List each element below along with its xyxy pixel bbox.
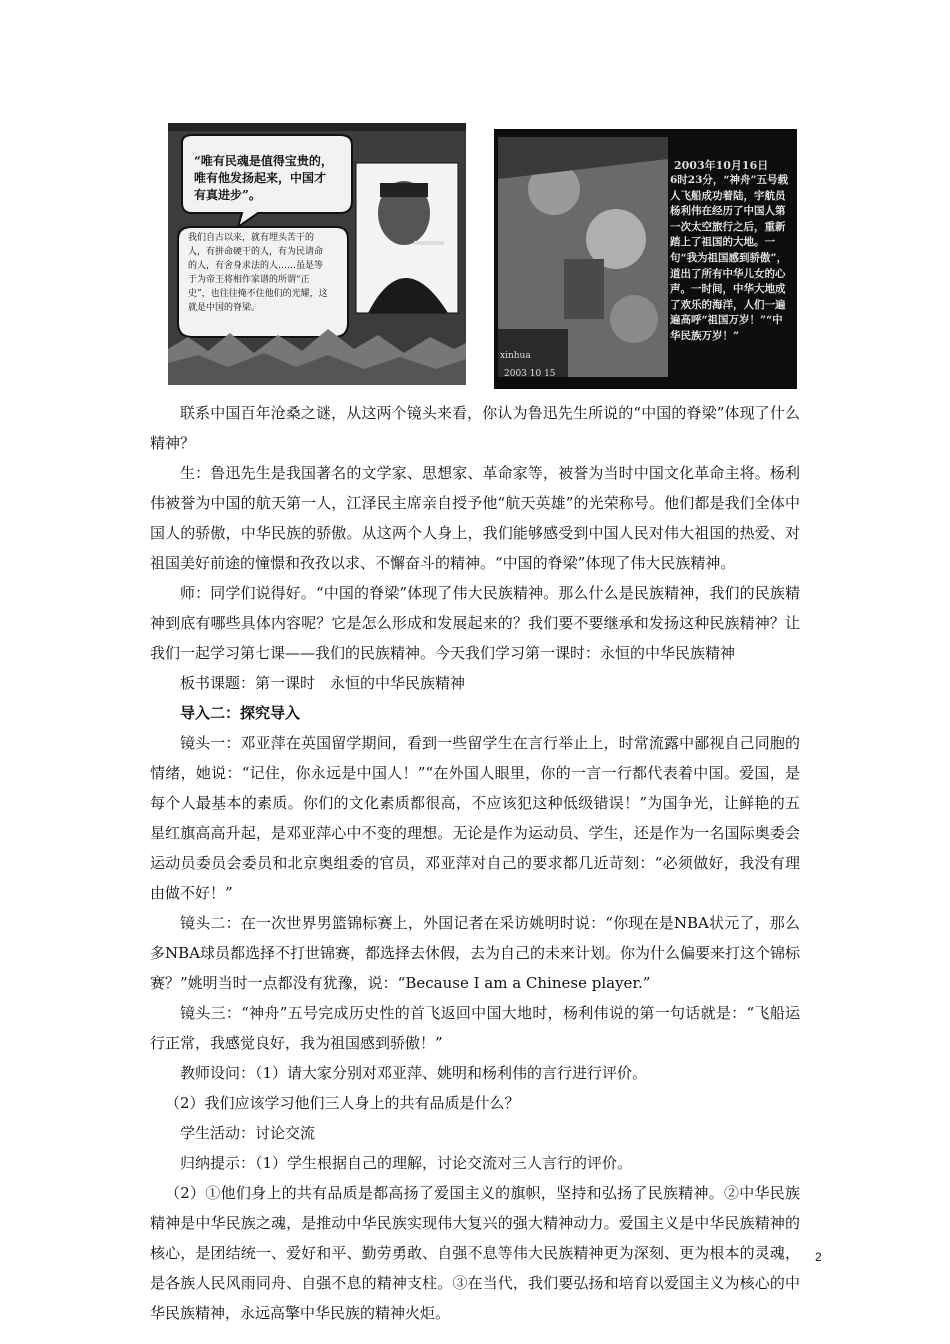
photo-credit: xinhua [500,351,531,361]
scene-three: 镜头三：“神舟”五号完成历史性的首飞返回中国大地时，杨利伟说的第一句话就是：“飞船运行正常，我感觉良好，我为祖国感到骄傲！” [150,1004,800,1052]
scene-two: 镜头二：在一次世界男篮锦标赛上，外国记者在采访姚明时说：“你现在是NBA状元了，那么多NBA球员都选择不打世锦赛，都选择去休假，去为自己的未来计划。你为什么偏要来打这个锦标赛？”姚明当时一点都没有犹豫，说：“Because I am a Chinese player.” [150,914,800,992]
summary-hint-2: （2）①他们身上的共有品质是都高扬了爱国主义的旗帜，坚持和弘扬了民族精神。②中华民族精神是中华民族之魂，是推动中华民族实现伟大复兴的强大精神动力。爱国主义是中华民族精神的核心，是团结统一、爱好和平、勤劳勇敢、自强不息等伟大民族精神更为深刻、更为根本的灵魂，是各族人民风雨同舟、自强不息的精神支柱。③在当代，我们要弘扬和培育以爱国主义为核心的中华民族精神，永远高擎中华民族的精神火炬。 [150,1184,800,1322]
photo-date: 2003 10 15 [504,369,556,379]
landing-date: 2003年10月16日 [674,159,769,172]
board-title: 板书课题：第一课时 永恒的中华民族精神 [180,674,466,692]
lu-xun-quote: “唯有民魂是值得宝贵的，唯有他发扬起来，中国才有真进步”。 [194,154,333,202]
teacher-question-1: 教师设问：（1）请大家分别对邓亚萍、姚明和杨利伟的言行进行评价。 [180,1064,648,1082]
question-paragraph: 联系中国百年沧桑之谜，从这两个镜头来看，你认为鲁迅先生所说的“中国的脊梁”体现了什么精神？ [150,404,800,452]
teacher-remark: 师：同学们说得好。“中国的脊梁”体现了伟大民族精神。那么什么是民族精神，我们的民族精神到底有哪些具体内容呢？它是怎么形成和发展起来的？我们要不要继承和发扬这种民族精神？让我们一起学习第七课——我们的民族精神。今天我们学习第一课时：永恒的中华民族精神 [150,584,800,662]
student-activity: 学生活动：讨论交流 [180,1124,316,1142]
page-number: 2 [815,1250,822,1264]
yang-liwei-image [494,129,797,389]
body-text [150,398,800,1328]
figures-row [168,123,798,389]
teacher-question-2: （2）我们应该学习他们三人身上的共有品质是什么？ [165,1094,520,1112]
landing-caption: 6时23分，“神舟”五号载人飞船成功着陆，宇航员杨利伟在经历了中国人第一次太空旅行之后，重新踏上了祖国的大地。一句“我为祖国感到骄傲”，道出了所有中华儿女的心声。一时间，中华大地成了欢乐的海洋，人们一遍遍高呼“祖国万岁！”“中华民族万岁！” [670,174,788,342]
scene-one: 镜头一：邓亚萍在英国留学期间，看到一些留学生在言行举止上，时常流露中鄙视自己同胞的情绪，她说：“记住，你永远是中国人！”“在外国人眼里，你的一言一行都代表着中国。爱国，是每个人最基本的素质。你们的文化素质都很高，不应该犯这种低级错误！”为国争光，让鲜艳的五星红旗高高升起，是邓亚萍心中不变的理想。无论是作为运动员、学生，还是作为一名国际奥委会运动员委员会委员和北京奥组委的官员，邓亚萍对自己的要求都几近苛刻：“必须做好，我没有理由做不好！” [150,734,800,902]
lu-xun-image [168,123,466,385]
summary-hint-1: 归纳提示：（1）学生根据自己的理解，讨论交流对三人言行的评价。 [180,1154,633,1172]
lu-xun-backbone-quote: 我们自古以来，就有埋头苦干的人，有拼命硬干的人，有为民请命的人，有舍身求法的人……虽是等于为帝王将相作家谱的所谓“正史”，也往往掩不住他们的光耀，这就是中国的脊梁。 [188,233,328,313]
section-heading: 导入二：探究导入 [180,704,301,722]
student-answer: 生：鲁迅先生是我国著名的文学家、思想家、革命家等，被誉为当时中国文化革命主将。杨利伟被誉为中国的航天第一人，江泽民主席亲自授予他“航天英雄”的光荣称号。他们都是我们全体中国人的骄傲，中华民族的骄傲。从这两个人身上，我们能够感受到中国人民对伟大祖国的热爱、对祖国美好前途的憧憬和孜孜以求、不懈奋斗的精神。“中国的脊梁”体现了伟大民族精神。 [150,464,800,572]
